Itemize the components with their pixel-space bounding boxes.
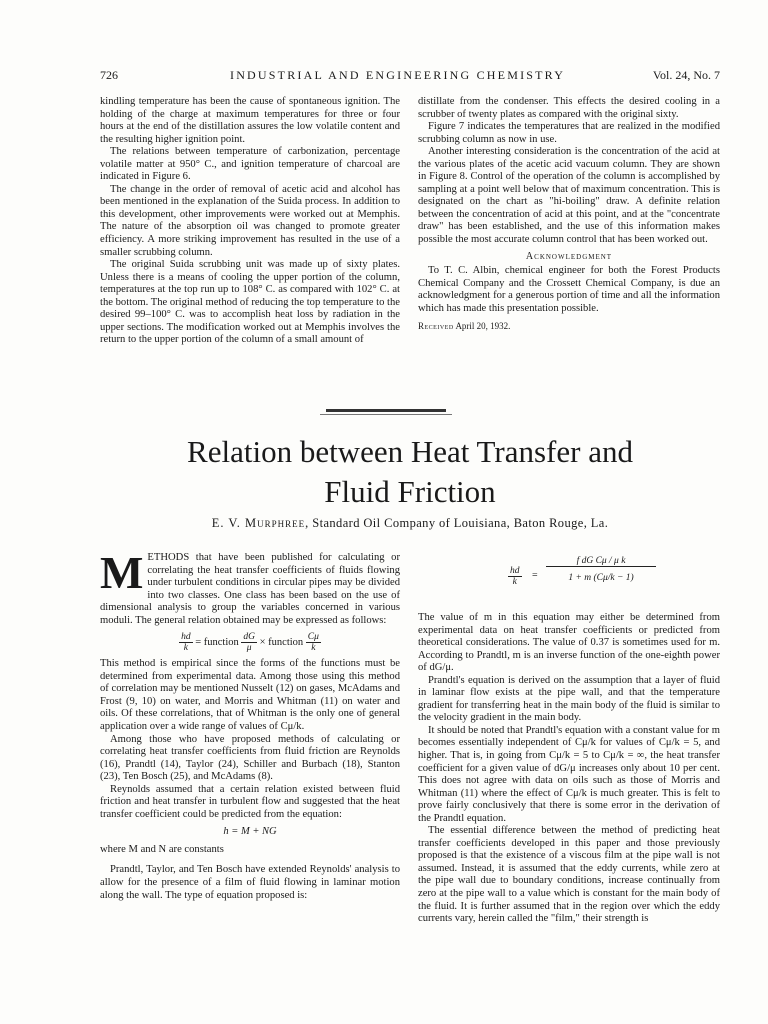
separator-rule-thin	[320, 414, 452, 415]
equation-prandtl	[500, 554, 720, 600]
byline	[100, 516, 720, 531]
paragraph: This method is empirical since the forms of the functions must be determined from experimental data. Among those using this method of correlation may be mentioned Nusselt (12) on gases, McAdams and Frost (9, 10) on water, and Morris and Whitman (11) on water and oils. Of these correlations, that of Whitman is the only one of general application over a wide range of values of Cμ/k.	[100, 658, 400, 733]
received-note	[418, 320, 720, 333]
paragraph: distillate from the condenser. This effects the desired cooling in a scrubber of twenty plates as compared with the original sixty.	[418, 96, 720, 120]
equation-dimensional	[100, 632, 400, 653]
numerator: hd	[510, 566, 520, 576]
fraction	[546, 556, 656, 583]
denominator: k	[512, 577, 517, 587]
numerator: Cμ	[307, 632, 319, 643]
prev-article-right-column	[418, 96, 720, 333]
paragraph: The original Suida scrubbing unit was made up of sixty plates. Unless there is a means of cooling the upper portion of the column, temperatures at the top run up to 108° C. as compared with 102° C. at the bottom. The original method of reducing the top temperature to the desired 99–100° C. was to accomplish heat loss by radiation in the upper sections. The modification worked out at Memphis involves the return to the upper portion of the column of a small amount of	[100, 259, 400, 346]
paragraph: The change in the order of removal of acetic acid and alcohol has been mentioned in the explanation of the Suida process. In addition to this development, other improvements were worked out at Memphis. The nature of the absorption oil was changed to promote greater efficiency. A more striking improvement has resulted in the use of a smaller scrubbing column.	[100, 183, 400, 258]
volume-info: Vol. 24, No. 7	[652, 68, 720, 82]
equation-sign: =	[532, 570, 538, 581]
page-number: 726	[100, 68, 118, 82]
paragraph: Figure 7 indicates the temperatures that are realized in the modified scrubbing column as now in use.	[418, 121, 720, 145]
fraction	[241, 632, 257, 653]
paragraph: Among those who have proposed methods of calculating or correlating heat transfer coefficients from fluid friction are Reynolds (16), Prandtl (14), Taylor (24), Schiller and Burbach (18), Stanton (23), Ten Bosch (25), and McAdams (8).	[100, 733, 400, 783]
equation-text: = function	[195, 637, 239, 649]
received-date: April 20, 1932.	[455, 321, 511, 332]
article-left-column	[100, 547, 400, 902]
acknowledgment-heading: Acknowledgment	[525, 250, 613, 262]
article-title	[100, 432, 720, 512]
opening-paragraph	[100, 547, 400, 627]
equation-text: × function	[259, 637, 304, 649]
separator-rule	[326, 409, 446, 412]
fraction	[306, 632, 321, 653]
denominator: k	[183, 643, 188, 654]
received-label: Received	[418, 321, 454, 332]
article-right-column	[418, 612, 720, 926]
author-name: E. V. Murphree	[211, 516, 306, 530]
denominator: μ	[246, 643, 252, 654]
prev-article-left-column	[100, 96, 400, 347]
fraction	[179, 632, 193, 653]
denominator: 1 + m (Cμ/k − 1)	[568, 573, 634, 583]
paragraph: It should be noted that Prandtl's equation with a constant value for m becomes essentially independent of Cμ/k for values of Cμ/k = 5, and higher. That is, in going from Cμ/k = 5 to Cμ/k = ∞, the heat transfer coefficient for a given value of dG/μ increases only about 10 per cent. This does not agree with data on oils such as those of Morris and Whitman (11) where the effect of Cμ/k is much greater. This is felt to prove fairly conclusively that there is some error in the derivation of the Prandtl equation.	[418, 724, 720, 824]
paragraph: The essential difference between the method of predicting heat transfer coefficients developed in this paper and those previously proposed is that the existence of a viscous film at the pipe wall is not assumed. Instead, it is assumed that the eddy currents, while zero at the pipe wall due to boundary conditions, increase continually from zero at the pipe wall to a value which is constant for the main body of the fluid. It is further assumed that in the region over which the eddy currents vary, herein called the "film," their strength is	[418, 825, 720, 925]
equation-reynolds: h = M + NG	[223, 826, 277, 838]
paragraph: Prandtl's equation is derived on the assumption that a layer of fluid in laminar flow exists at the pipe wall, and that the temperature gradient for transferring heat in the main body of the fluid is similar to the velocity gradient in the main body.	[418, 674, 720, 724]
paragraph: The value of m in this equation may either be determined from experimental data on heat transfer coefficients or predicted from theoretical considerations. The value of 0.37 is sometimes used for m. According to Prandtl, m is an inverse function of the one-eighth power of dG/μ.	[418, 612, 720, 674]
numerator: f dG Cμ / μ k	[546, 556, 656, 567]
fraction	[508, 566, 522, 587]
paragraph: The relations between temperature of carbonization, percentage volatile matter at 950° C., and ignition temperature of charcoal are indicated in Figure 6.	[100, 146, 400, 183]
author-affiliation: , Standard Oil Company of Louisiana, Baton Rouge, La.	[305, 516, 609, 530]
title-line-2: Fluid Friction	[324, 474, 496, 509]
denominator: k	[311, 643, 316, 654]
opening-text: ETHODS that have been published for calculating or correlating the heat transfer coefficients of fluids flowing under turbulent conditions in circular pipes may be divided into two classes. One class has been based on the use of dimensional analysis to group the variables concerned in various moduli. The general relation obtained may be expressed as follows:	[100, 552, 400, 626]
numerator: dG	[243, 632, 255, 643]
paragraph: Another interesting consideration is the concentration of the acid at the various plates of the acetic acid vacuum column. They are shown in Figure 8. Control of the operation of the column is accomplished by sampling at a point well below that of maximum concentration. This is designated on the chart as "hi-boiling" draw. A definite relation between the concentration of acid at this point, and at the "concentrate draw" has been established, and the use of this information makes possible the most accurate column control that has been worked out.	[418, 146, 720, 246]
numerator: hd	[181, 632, 191, 643]
acknowledgment-text: To T. C. Albin, chemical engineer for both the Forest Products Chemical Company and the Crossett Chemical Company, is due an acknowledgment for a generous portion of time and all the information which has made this presentation possible.	[418, 265, 720, 314]
title-line-1: Relation between Heat Transfer and	[187, 434, 633, 469]
page-header	[100, 68, 720, 86]
paragraph: Reynolds assumed that a certain relation existed between fluid friction and heat transfer in turbulent flow and suggested that the heat transfer coefficient could be predicted from the equation:	[100, 783, 400, 820]
paragraph: Prandtl, Taylor, and Ten Bosch have extended Reynolds' analysis to allow for the presence of a film of fluid flowing in laminar motion along the wall. The type of equation proposed is:	[100, 864, 400, 901]
paragraph: kindling temperature has been the cause of spontaneous ignition. The holding of the charge at maximum temperatures for three or four hours at the end of the distillation assures the low volatile content and the resulting higher ignition point.	[100, 96, 400, 145]
journal-title: INDUSTRIAL AND ENGINEERING CHEMISTRY	[230, 68, 566, 82]
drop-cap: M	[100, 547, 144, 598]
equation-note: where M and N are constants	[100, 843, 224, 855]
